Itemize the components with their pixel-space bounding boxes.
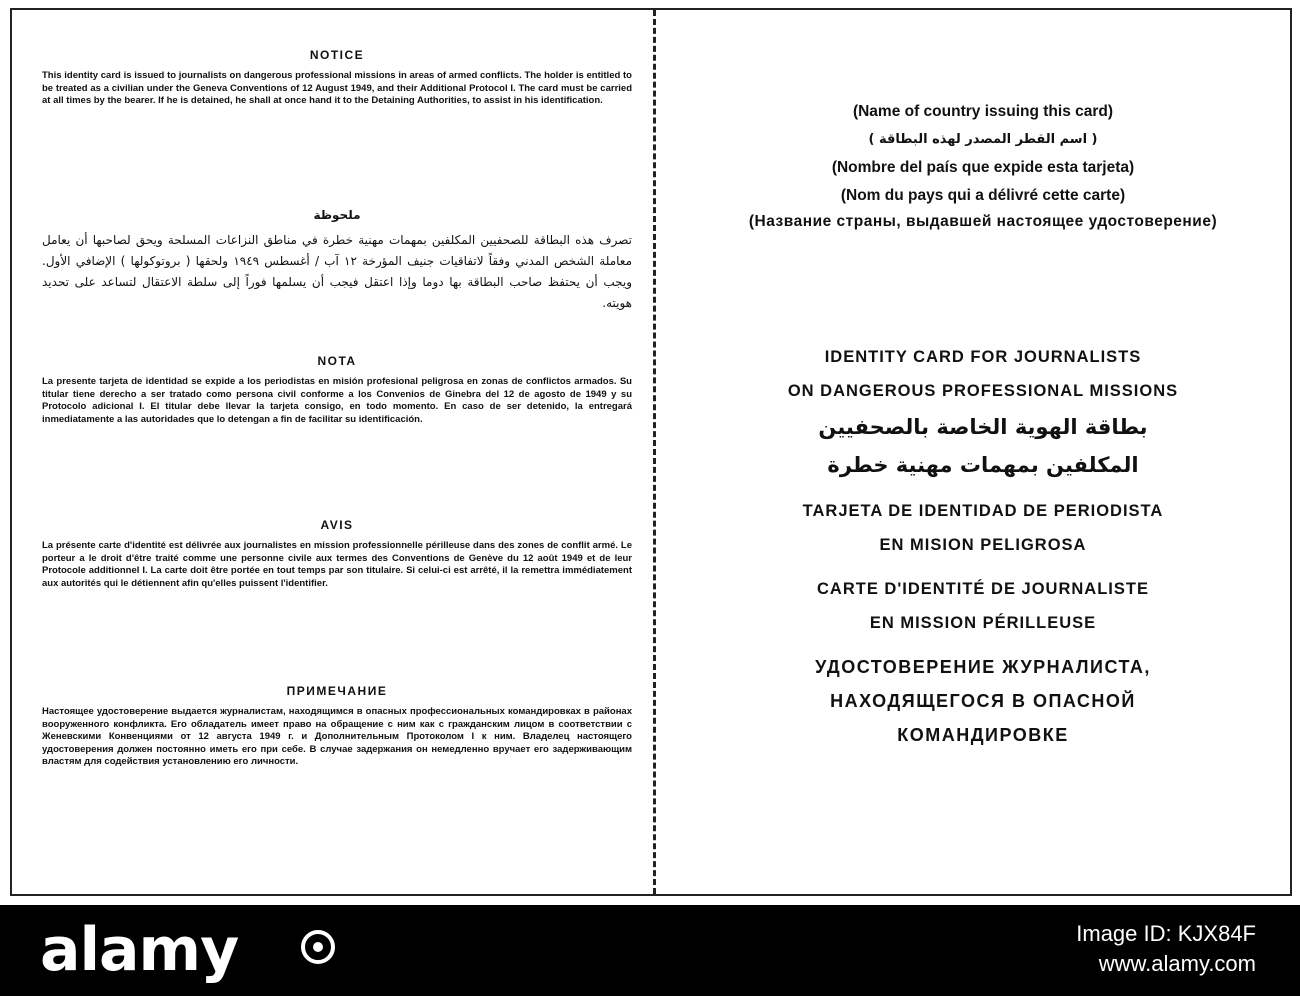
title-es-line-1: TARJETA DE IDENTIDAD DE PERIODISTA (802, 502, 1164, 520)
arabic-heading: ملحوظة (313, 208, 361, 222)
issuer-es: (Nombre del país que expide esta tarjeta) (831, 159, 1135, 176)
title-es-line-2: EN MISION PELIGROSA (879, 536, 1087, 554)
title-ru-line-3: КОМАНДИРОВКЕ (897, 725, 1069, 745)
title-ar-line-2: المكلفين بمهمات مهنية خطرة (827, 453, 1139, 477)
title-ar-line-1: بطاقة الهوية الخاصة بالصحفيين (818, 415, 1148, 439)
nota-text: La presente tarjeta de identidad se expide a los periodistas en misión profesional peligrosa en zonas de conflictos armados. Su titular tiene derecho a ser tratado como persona civil conforme a los Convenios de Ginebra del 12 de agosto de 1949 y su Protocolo adicional I. El titular debe llevar la tarjeta consigo, en todo momento. En caso de ser detenido, la entregará inmediatamente a las autoridades que lo detengan a fin de facilitar su identificación. (42, 376, 632, 425)
stock-info (1076, 919, 1256, 979)
title-ru-line-1: УДОСТОВЕРЕНИЕ ЖУРНАЛИСТА, (815, 657, 1151, 677)
arabic-text: تصرف هذه البطاقة للصحفيين المكلفين بمهمات مهنية خطرة في مناطق النزاعات المسلحة ويحق لصاحبها أن يعامل معاملة الشخص المدني وفقاً لاتفاقيات جنيف المؤرخة ١٢ آب / أغسطس ١٩٤٩ ولحقها ( بروتوكولها ) الإضافي الأول. ويجب أن يحتفظ صاحب البطاقة بها دوما وإذا اعتقل فيجب أن يسلمها فوراً إلى سلطة الاعتقال لتساعد على تحديد هويته. (42, 233, 633, 310)
notice-section-en (42, 48, 632, 108)
notice-section-ru (42, 684, 632, 769)
title-en-line-1: IDENTITY CARD FOR JOURNALISTS (824, 348, 1142, 366)
avis-text: La présente carte d'identité est délivrée aux journalistes en mission professionnelle périlleuse dans des zones de conflit armé. Le porteur a le droit d'être traité comme une personne civile aux termes des Conventions de Genève du 12 août 1949 et de leur Protocole additionnel I. La carte doit être portée en tout temps par son titulaire. Si celui-ci est arrêté, il la remettra immédiatement aux autorités qui le détiennent afin qu'elles puissent l'identifier. (42, 540, 632, 589)
nota-heading: NOTA (317, 354, 357, 368)
brand-logo-text: alamy (40, 915, 239, 985)
issuer-fr: (Nom du pays qui a délivré cette carte) (840, 187, 1126, 204)
watermark-footer (0, 905, 1300, 996)
image-id: Image ID: KJX84F (1076, 921, 1256, 946)
title-en-line-2: ON DANGEROUS PROFESSIONAL MISSIONS (787, 382, 1179, 400)
site-url: www.alamy.com (1098, 951, 1256, 976)
title-fr-line-1: CARTE D'IDENTITÉ DE JOURNALISTE (817, 580, 1149, 598)
notice-section-fr (42, 518, 632, 590)
notice-text: This identity card is issued to journalists on dangerous professional missions in areas of armed conflicts. The holder is entitled to be treated as a civilian under the Geneva Conventions of 12 August 1949, and their Additional Protocol I. The card must be carried at all times by the bearer. If he is detained, he shall at once hand it to the Detaining Authorities, to assist in his identification. (42, 70, 632, 106)
title-ru-line-2: НАХОДЯЩЕГОСЯ В ОПАСНОЙ (830, 691, 1136, 711)
primechanie-text: Настоящее удостоверение выдается журналистам, находящимся в опасных профессиональных командировках в районах вооруженного конфликта. Его обладатель имеет право на обращение с ним как с гражданским лицом в соответствии с Женевскими Конвенциями от 12 августа 1949 г. и Дополнительным Протоколом I к ним. Владелец настоящего удостоверения должен постоянно иметь его при себе. В случае задержания он немедленно вручает его задерживающим властям для содействия установлению его личности. (42, 706, 632, 767)
card-titles (672, 340, 1294, 752)
notice-heading: NOTICE (309, 48, 365, 62)
issuer-en: (Name of country issuing this card) (852, 103, 1114, 120)
title-fr-line-2: EN MISSION PÉRILLEUSE (869, 614, 1097, 632)
notice-section-es (42, 354, 632, 426)
issuer-ar: ( اسم القطر المصدر لهذه البطاقة ) (868, 132, 1098, 147)
fold-line (653, 10, 656, 894)
notice-section-ar (42, 208, 632, 314)
identity-card-document (10, 8, 1292, 896)
issuing-country-block (672, 98, 1294, 234)
avis-heading: AVIS (320, 518, 354, 532)
issuer-ru: (Название страны, выдавшей настоящее удостоверение) (748, 213, 1218, 230)
primechanie-heading: ПРИМЕЧАНИЕ (286, 684, 388, 698)
alamy-logo-icon (298, 927, 338, 967)
